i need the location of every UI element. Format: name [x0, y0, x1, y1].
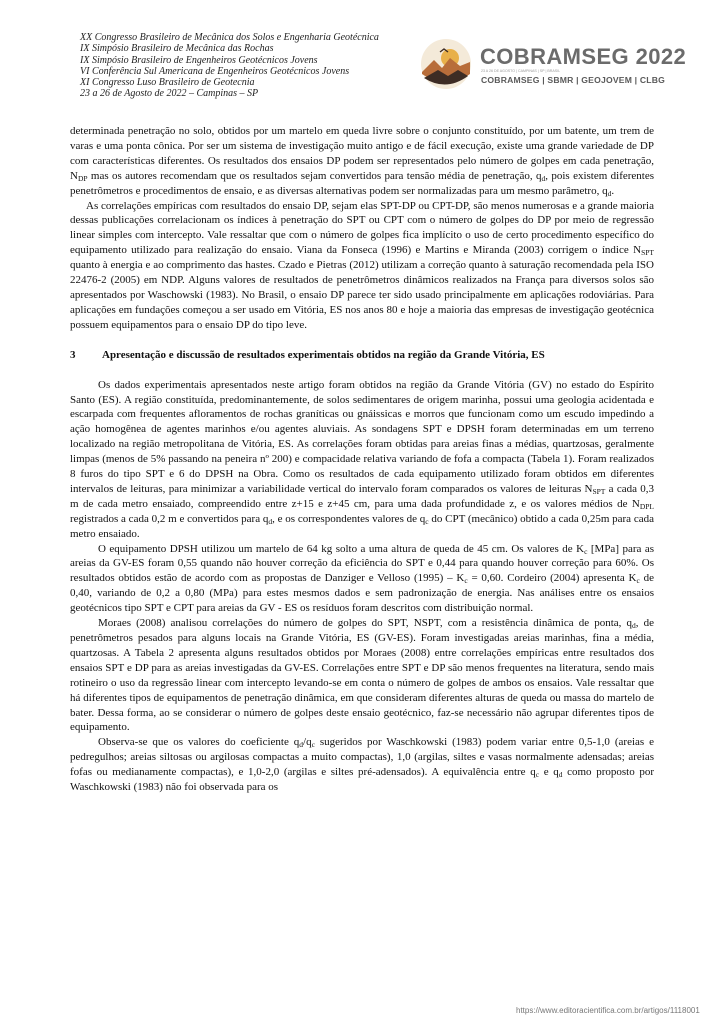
conference-line: XX Congresso Brasileiro de Mecânica dos Solos e Engenharia Geotécnica: [80, 32, 379, 43]
cobramseg-logo: [420, 38, 700, 98]
conference-lines: [80, 32, 379, 100]
conference-line: IX Simpósio Brasileiro de Mecânica das Rochas: [80, 43, 274, 55]
paragraph: determinada penetração no solo, obtidos por um martelo em queda livre sobre o conjunto constituído, por um batente, um trem de varas e uma ponta cônica. Por ser um sistema de investigação muito antigo e de fácil execução, existe uma grande variedade de DP com características diferentes. Os resultados dos ensaios DP podem ser representados pelo número de golpes em cada penetração, $N_{DP}$ mas os autores recomendam que os resultados sejam convertidos para tensão média de penetração, $q_d$, pois existem diferentes penetrômetros e procedimentos de ensaio, e as diversas alternativas podem ser normalizadas para um mesmo parâmetro, $q_d$.: [70, 125, 655, 198]
conference-line: XI Congresso Luso Brasileiro de Geotecnia: [80, 77, 255, 89]
section-number: 3: [70, 348, 76, 361]
paragraph: Observa-se que os valores do coeficiente $q_d/q_c$ sugeridos por Waschkowski (1983) podem variar entre 0,5-1,0 (areias e pedregulhos; areias siltosas ou argilosas compactas a muito compactas), 1,0 (argilas, siltes e vasas normalmente adensadas; areias fofas ou medianamente compactas), e 1,0-2,0 (argilas e siltes pré-adensados). A equivalência entre $q_c$ e $q_d$ como proposto por Waschkowski (1983) não foi observada para os: [70, 736, 655, 794]
section-heading: [70, 348, 654, 363]
conference-date: 23 a 26 de Agosto de 2022 – Campinas – SP: [80, 88, 259, 100]
conference-line: VI Conferência Sul Americana de Engenheiros Geotécnicos Jovens: [80, 65, 350, 77]
logo-year: 2022: [635, 44, 687, 69]
logo-title: [480, 44, 686, 70]
paragraph: Moraes (2008) analisou correlações do número de golpes do SPT, NSPT, com a resistência dinâmica de ponta, $q_d$, de penetrômetros pesados para alguns locais na Grande Vitória, ES (GV-ES). Foram investigadas areias marinhas, fina a média, quartzosas. A Tabela 2 apresenta alguns resultados obtidos por Moraes (2008) entre correlações empíricas entre resultados dos ensaios SPT e DP para as areias investigadas da GV-ES. Correlações entre SPT e DP são menos frequentes na literatura, sendo mais rotineiro o uso da regressão linear com intercepto levando-se em conta o número de golpes de ambos os ensaios. Vale ressaltar que há diferentes tipos de equipamentos de penetração dinâmica, em que consideram diferentes alturas de queda ou massa do martelo de bater. Dessa forma, ao se considerar o número de golpes deste ensaio geotécnico, faz-se necessário não agrupar diferentes tipos de equipamento.: [70, 617, 654, 734]
page-header: [80, 28, 687, 116]
conference-line: IX Simpósio Brasileiro de Engenheiros Geotécnicos Jovens: [80, 54, 318, 66]
mountain-sun-emblem-icon: [420, 38, 472, 90]
section-title: Apresentação e discussão de resultados experimentais obtidos na região da Grande Vitória, ES: [102, 348, 545, 361]
paragraph: Os dados experimentais apresentados neste artigo foram obtidos na região da Grande Vitória (GV) no estado do Espírito Santo (ES). A região constituída, predominantemente, de solos sedimentares de origem marinha, possui uma geologia acidentada e escarpada com frequentes afloramentos de rochas graníticas ou gnáissicas e morros que funcionam como um escudo impedindo a ação homogênea de agentes marinhos e/ou agentes aluviais. As sondagens SPT e DPSH foram determinadas em um terreno localizado na região metropolitana de Vitória, ES. As correlações foram obtidas para areias finas a médias, quartzosas, geralmente limpas (menos de 5% passando na peneira nº 200) e compacidade relativa variando de fofa a compacta (Tabela 1). Foram realizados 8 furos do tipo SPT e 6 do DPSH na Obra. Como os resultados de cada equipamento utilizado foram obtidos em diferentes intervalos de leituras, para minimizar a variabilidade vertical do intervalo foram comparados os valores de leituras $N_{SPT}$ a cada 0,3 m de cada metro ensaiado, compreendido entre z+15 e z+45 cm, para uma dada profundidade z, e os valores médios de $N_{DPL}$ registrados a cada 0,2 m e convertidos para $q_d$, e os correspondentes valores de $q_c$ do CPT (mecânico) obtido a cada 0,25m para cada metro ensaiado.: [70, 378, 654, 540]
logo-name: COBRAMSEG: [480, 44, 630, 69]
paragraph: As correlações empíricas com resultados do ensaio DP, sejam elas SPT-DP ou CPT-DP, são menos numerosas e a grande maioria dessas publicações correlacionam os índices à penetração do SPT ou CPT com o número de golpes do DP por meio de regressão linear simples com intercepto. Vale ressaltar que com o número de golpes fica implícito o uso de certo procedimento específico do equipamento utilizado para realização do ensaio. Viana da Fonseca (1996) e Martins e Miranda (2003) corrigem o índice $N_{SPT}$ quanto à energia e ao comprimento das hastes. Czado e Pietras (2012) utilizam a correção quanto à saturação recomendada pela ISO 22476-2 (2005) em NDP. Alguns valores de resultados de penetrômetros dinâmicos realizados na França para diversos solos são apresentados por Waschowski (1983). No Brasil, o ensaio DP parece ter sido usado principalmente em aplicações rodoviárias. Para aplicações em fundações começou a ser usado em Vitória, ES nos anos 80 e hoje a maioria das empresas de investigação geotécnica possuem equipamentos para o ensaio DP do tipo leve.: [70, 199, 654, 331]
logo-subtitle: COBRAMSEG | SBMR | GEOJOVEM | CLBG: [481, 75, 665, 85]
paragraph: O equipamento DPSH utilizou um martelo de 64 kg solto a uma altura de queda de 45 cm. Os valores de $K_c$ [MPa] para as areias da GV-ES foram 0,55 quando não houver correção da eficiência do SPT e 0,44 para quando houver correção para 60%. Os resultados obtidos estão de acordo com as propostas de Danziger e Velloso $(1995) - K_c = 0,60$. Cordeiro (2004) apresenta $K_c$ de 0,40, variando de 0,2 a 0,80 (MPa) para estes mesmos dados e sem padronização de energia. Nas análises entre os ensaios geotécnicos tipo SPT e CPT para areias da GV - ES os resíduos foram descritos com distribuição normal.: [70, 542, 654, 615]
logo-tagline: 23 A 26 DE AGOSTO | CAMPINAS | SP | BRASIL: [481, 69, 561, 73]
article-body: [70, 124, 654, 795]
footer-url[interactable]: https://www.editoracientifica.com.br/artigos/1118001: [516, 1006, 700, 1015]
